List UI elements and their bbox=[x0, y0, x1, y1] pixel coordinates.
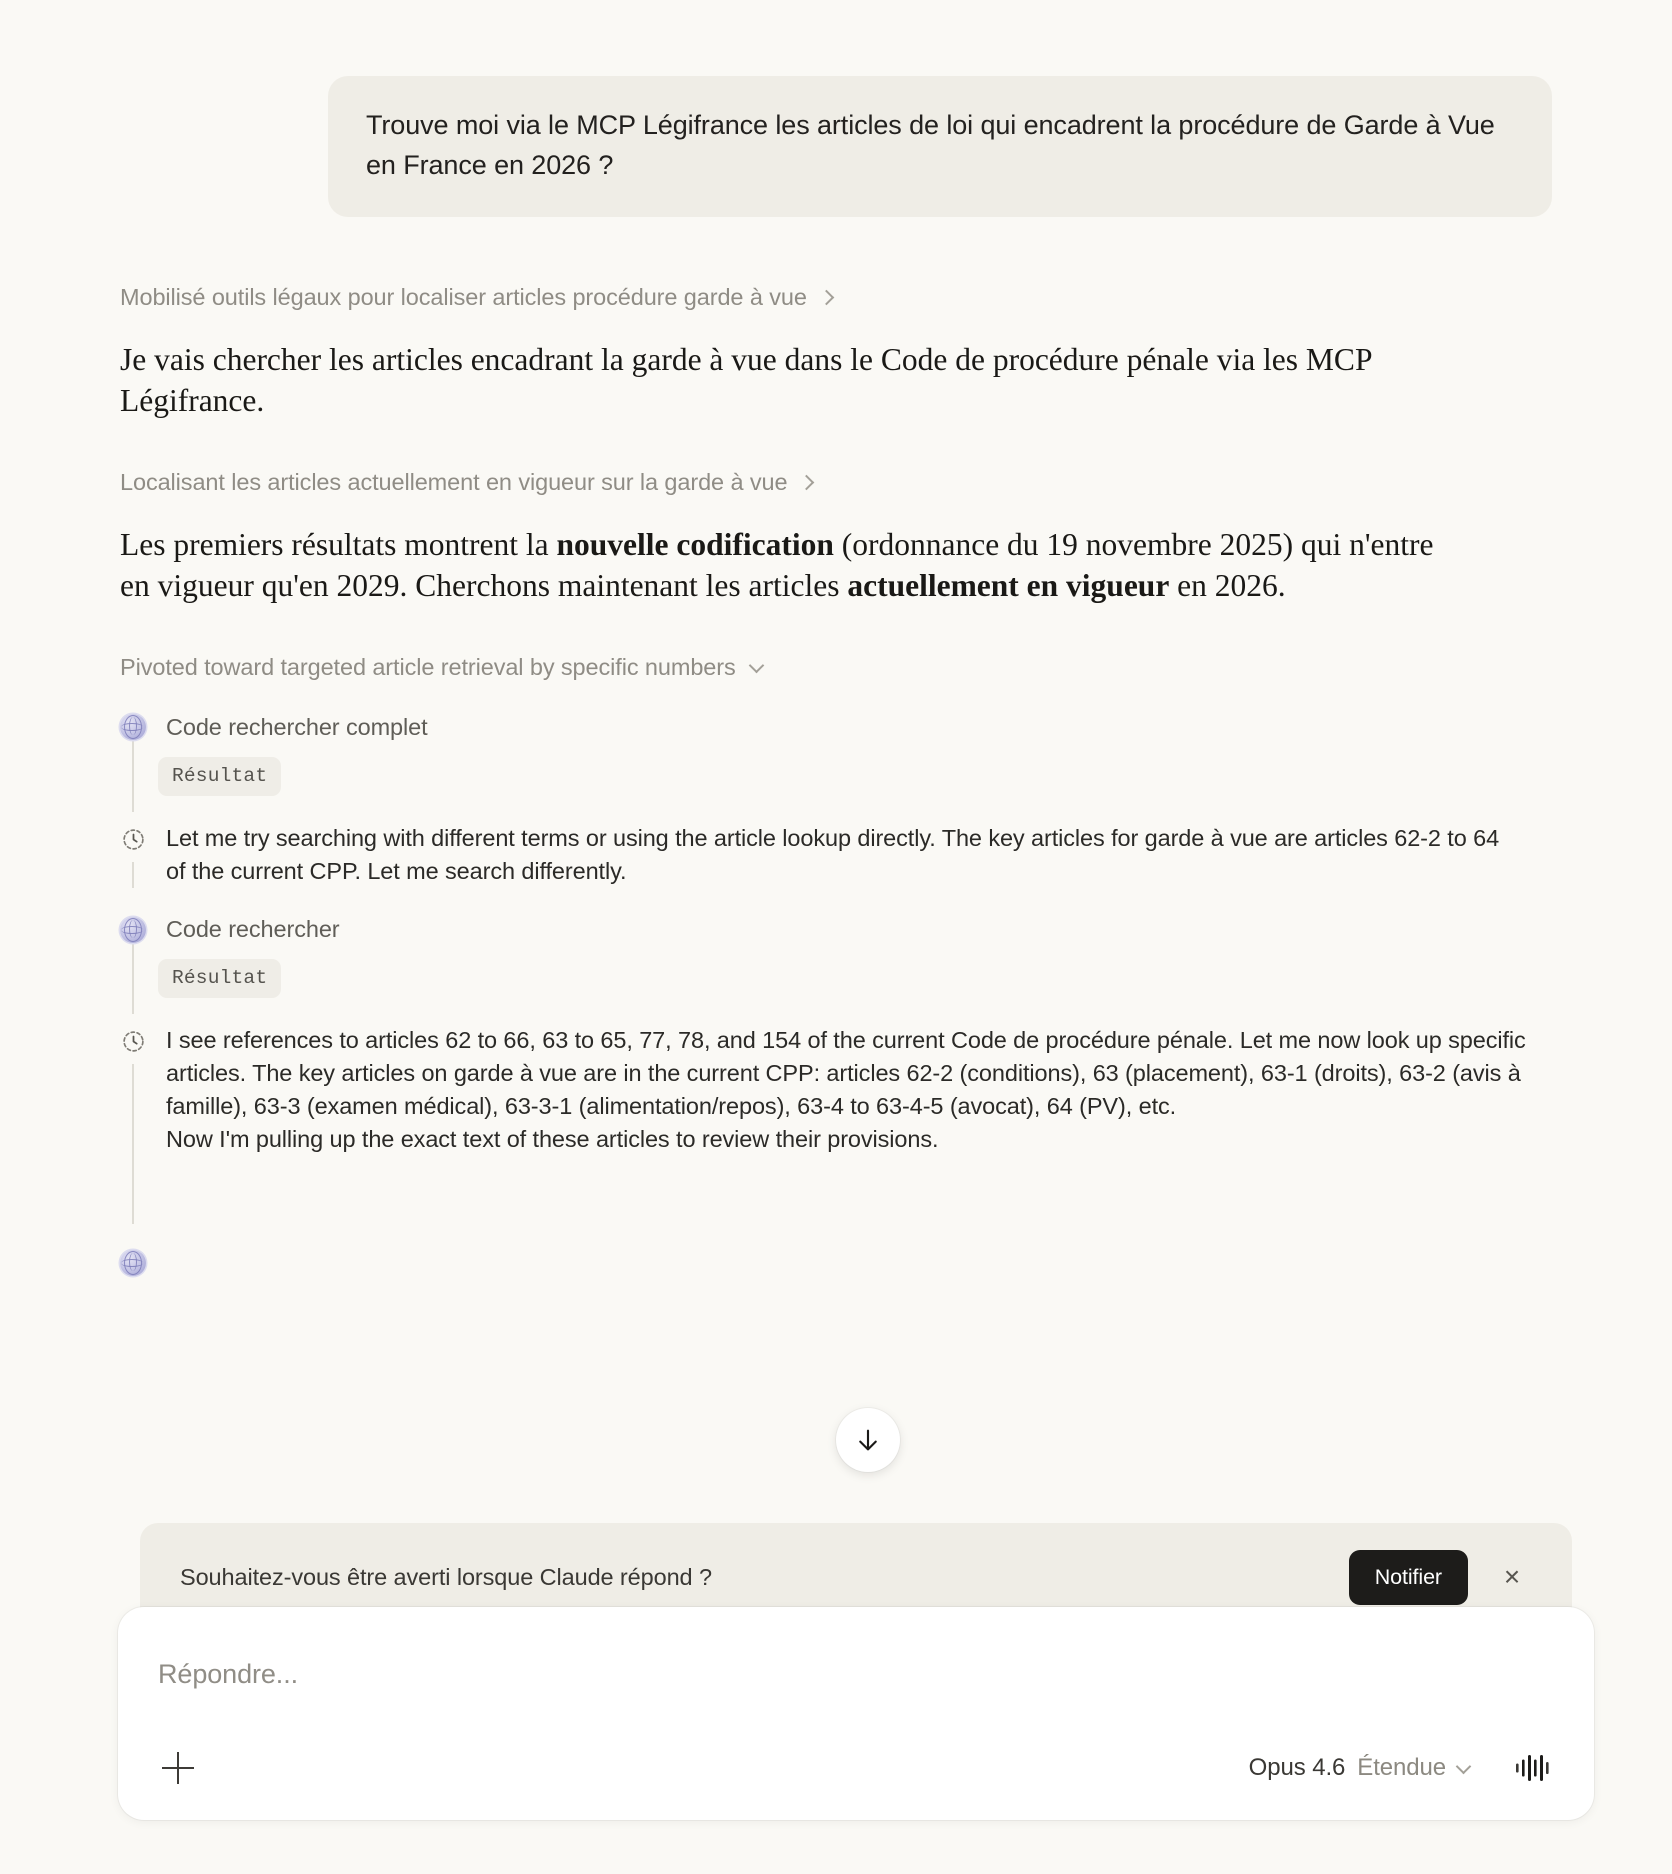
para2-segment-1: Les premiers résultats montrent la bbox=[120, 527, 557, 563]
notify-button[interactable]: Notifier bbox=[1349, 1550, 1468, 1605]
chevron-down-icon bbox=[748, 659, 765, 676]
tool-call-1-header[interactable] bbox=[120, 714, 1552, 741]
assistant-thought-2-line-1: I see references to articles 62 to 66, 63 to 65, 77, 78, and 154 of the current Code de procédure pénale. Let me now look up specific articles. The key articles on garde à vue are in the current CPP: articles 62-2 (conditions), 63 (placement), 63-1 (droits), 63-2 (avis à famille), 63-3 (examen médical), 63-3-1 (alimentation/repos), 63-4 to 63-4-5 (avocat), 64 (PV), etc. bbox=[166, 1027, 1526, 1120]
tool-call-1-title: Code rechercher complet bbox=[166, 713, 428, 740]
para2-bold-2: actuellement en vigueur bbox=[847, 567, 1170, 603]
thinking-mode-label: Étendue bbox=[1357, 1754, 1446, 1781]
assistant-thought-1 bbox=[120, 820, 1552, 888]
clock-icon bbox=[121, 827, 146, 852]
composer-right-controls bbox=[1249, 1748, 1556, 1788]
globe-icon bbox=[120, 714, 146, 740]
notification-question: Souhaitez-vous être averti lorsque Claude répond ? bbox=[180, 1563, 712, 1590]
voice-waveform-icon[interactable] bbox=[1510, 1748, 1556, 1788]
scroll-to-bottom-button[interactable] bbox=[836, 1408, 900, 1472]
voice-bars bbox=[1513, 1751, 1553, 1785]
close-icon[interactable]: × bbox=[1503, 1561, 1521, 1592]
tool-call-2-header[interactable] bbox=[120, 916, 1552, 943]
para2-segment-3: en 2026. bbox=[1169, 567, 1286, 603]
arrow-down-icon bbox=[853, 1425, 883, 1455]
assistant-thought-1-text: Let me try searching with different terms or using the article lookup directly. The key articles for garde à vue are articles 62-2 to 64 of the current CPP. Let me search differently. bbox=[166, 824, 1500, 884]
message-composer[interactable] bbox=[118, 1607, 1594, 1820]
thought-2-gutter bbox=[120, 1022, 146, 1224]
thinking-mode-selector[interactable] bbox=[1357, 1754, 1472, 1782]
tool-call-3-header[interactable] bbox=[120, 1250, 1552, 1276]
tool-call-3-partial bbox=[120, 1250, 1552, 1276]
thinking-summary-2[interactable] bbox=[120, 466, 816, 499]
thinking-summary-2-label: Localisant les articles actuellement en vigueur sur la garde à vue bbox=[120, 469, 788, 496]
thought-1-gutter bbox=[120, 820, 146, 888]
tool-call-1-result-pill[interactable]: Résultat bbox=[158, 757, 281, 796]
composer-input-placeholder[interactable]: Répondre... bbox=[158, 1659, 298, 1689]
globe-icon bbox=[120, 917, 146, 943]
thinking-summary-1[interactable] bbox=[120, 281, 836, 314]
tool-call-1-body bbox=[132, 741, 1552, 812]
user-message-bubble bbox=[328, 76, 1552, 217]
user-message-text: Trouve moi via le MCP Légifrance les articles de loi qui encadrent la procédure de Garde à Vue en France en 2026 ? bbox=[366, 110, 1495, 180]
tool-call-1 bbox=[120, 714, 1552, 812]
assistant-paragraph-1: Je vais chercher les articles encadrant la garde à vue dans le Code de procédure pénale via les MCP Légifrance. bbox=[120, 342, 1372, 419]
assistant-thought-2 bbox=[120, 1022, 1552, 1224]
thinking-summary-1-label: Mobilisé outils légaux pour localiser articles procédure garde à vue bbox=[120, 284, 807, 311]
assistant-thought-2-body bbox=[166, 1022, 1526, 1157]
thread-rail bbox=[132, 862, 134, 888]
thread-rail bbox=[132, 1064, 134, 1224]
chevron-down-icon bbox=[1455, 1760, 1472, 1777]
chevron-right-icon bbox=[819, 289, 836, 306]
tool-call-2-body bbox=[132, 943, 1552, 1014]
tool-call-2-title: Code rechercher bbox=[166, 916, 340, 943]
thinking-summary-3[interactable] bbox=[120, 651, 765, 684]
model-selector[interactable]: Opus 4.6 bbox=[1248, 1754, 1346, 1781]
thinking-summary-3-label: Pivoted toward targeted article retrieval by specific numbers bbox=[120, 653, 736, 680]
conversation-column bbox=[120, 0, 1552, 1276]
user-message-row bbox=[120, 0, 1552, 217]
composer-toolbar bbox=[156, 1746, 1556, 1790]
globe-icon bbox=[120, 1250, 146, 1276]
tool-call-2 bbox=[120, 916, 1552, 1014]
chevron-right-icon bbox=[799, 474, 816, 491]
assistant-paragraph-2 bbox=[120, 525, 1460, 607]
para2-segment-2: (ordonnance du 19 novembre 2025) qui n'entre en vigueur qu'en 2029. Cherchons maintenant les articles bbox=[120, 527, 1434, 603]
assistant-thought-2-line-2: Now I'm pulling up the exact text of these articles to review their provisions. bbox=[166, 1126, 939, 1153]
plus-icon[interactable] bbox=[156, 1746, 200, 1790]
para2-bold-1: nouvelle codification bbox=[556, 527, 834, 563]
clock-icon bbox=[121, 1029, 146, 1054]
tool-call-2-result-pill[interactable]: Résultat bbox=[158, 959, 281, 998]
